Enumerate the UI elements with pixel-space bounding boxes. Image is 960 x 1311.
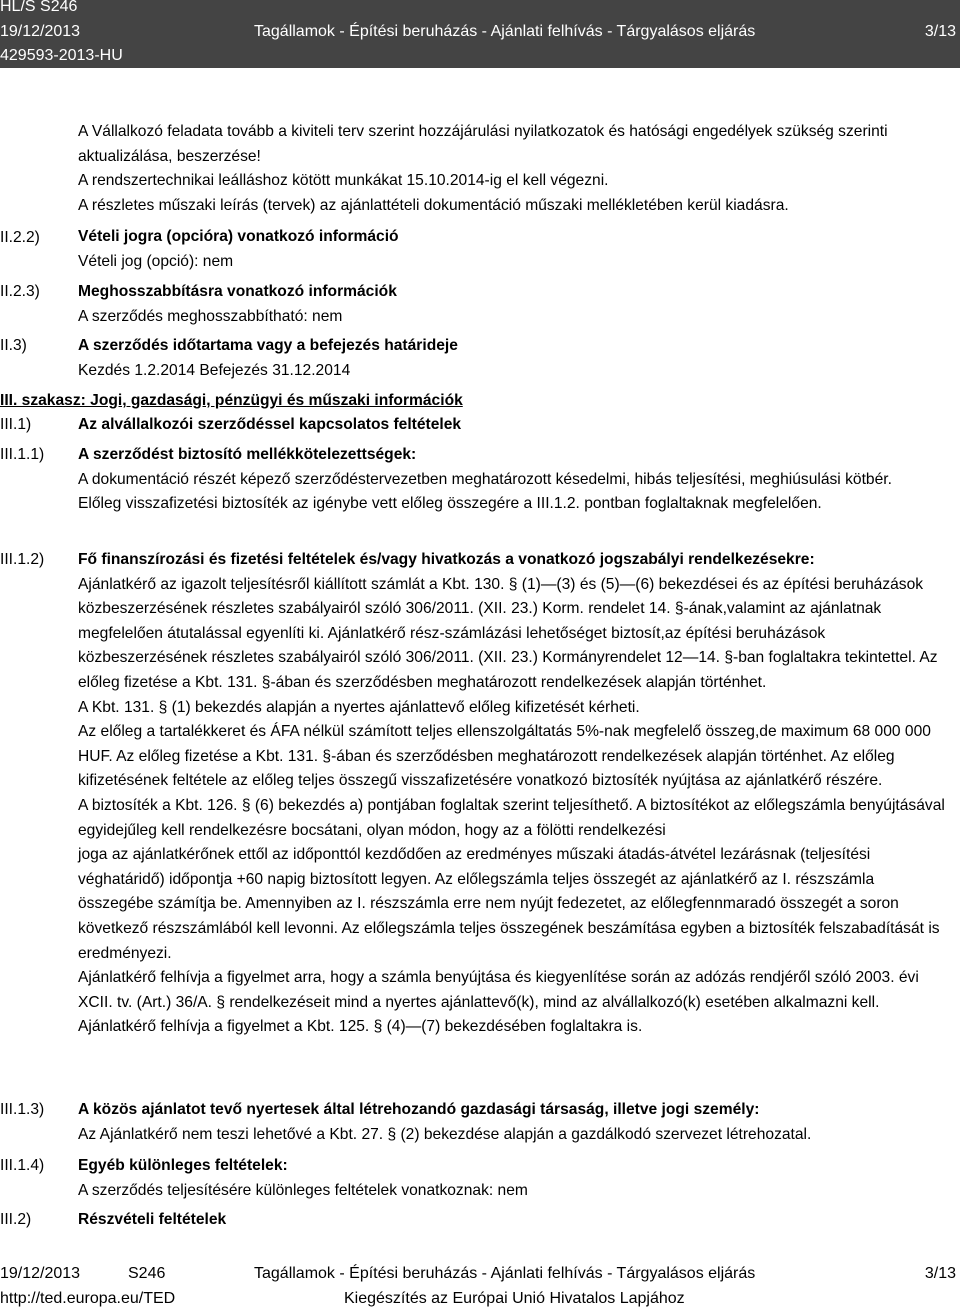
section-text: A szerződés teljesítésére különleges feltételek vonatkoznak: nem [78,1181,528,1199]
page-footer [0,1262,960,1311]
section-text: A szerződés meghosszabbítható: nem [78,307,343,325]
section-option-rights [78,225,946,274]
section-label: III.1.1) [0,446,45,463]
footer-supplement: Kiegészítés az Európai Unió Hivatalos Lapjához [344,1290,685,1307]
header-doc-id: HL/S S246 [0,0,78,15]
section-label: II.2.2) [0,229,40,246]
section-paragraph: A dokumentáció részét képező szerződéstervezetben meghatározott késedelmi, hibás teljesítési, meghiúsulási kötbér. [78,470,892,488]
footer-page-number: 3/13 [924,1265,956,1282]
header-date: 19/12/2013 [0,23,81,40]
section-paragraph: joga az ajánlatkérőnek ettől az időponttól kezdődően az eredményes műszaki átadás-átvétel lezárásnak (teljesítési véghatáridő) időpontja +60 napig biztosított legyen. Az előlegszámla teljes összegét az ajánlatkérő az I. részszámla összegébe számítja be. Amennyiben az I. részszámla erre nem nyújt fedezetet, az előlegfennmaradó összegét a soron következő részszámlából kell levonni. Az előlegszámla teljes összegének beszámítása egyben a biztosíték felszabadítását is eredményezi. [78,846,940,962]
section-heading: Az alvállalkozói szerződéssel kapcsolatos feltételek [78,416,462,433]
section-financing-terms [78,548,946,1040]
header-notice-id: 429593-2013-HU [0,47,123,64]
section-heading: A szerződés időtartama vagy a befejezés határideje [78,337,458,354]
section-paragraph: Ajánlatkérő felhívja a figyelmet arra, hogy a számla benyújtása és kiegyenlítése során az adózás rendjéről szóló 2003. évi XCII. tv. (Art.) 36/A. § rendelkezéseit mind a nyertes ajánlattevő(k), mind az alvállalkozó(k) esetében alkalmazni kell. Ajánlatkérő felhívja a figyelmet a Kbt. 125. § (4)—(7) bekezdésében foglaltakra is. [78,969,919,1036]
footer-ted-link[interactable]: http://ted.europa.eu/TED [0,1290,176,1307]
section-text: Vételi jog (opció): nem [78,252,234,270]
footer-title: Tagállamok - Építési beruházás - Ajánlati felhívás - Tárgyalásos eljárás [254,1265,756,1282]
intro-paragraph: A részletes műszaki leírás (tervek) az ajánlattételi dokumentáció műszaki mellékletében kerül kiadásra. [78,196,789,214]
section-duration [78,334,946,383]
section-paragraph: A biztosíték a Kbt. 126. § (6) bekezdés a) pontjában foglaltak szerint teljesíthető. A biztosítékot az előlegszámla benyújtásával egyidejűleg kell rendelkezésre bocsátani, olyan módon, hogy az a fölötti rendelkezési [78,796,945,839]
section-label: III.1.3) [0,1101,45,1118]
section-label: III.2) [0,1211,32,1228]
section-heading: Vételi jogra (opcióra) vonatkozó információ [78,228,399,245]
header-title: Tagállamok - Építési beruházás - Ajánlati felhívás - Tárgyalásos eljárás [254,23,756,40]
section-heading: Fő finanszírozási és fizetési feltételek és/vagy hivatkozás a vonatkozó jogszabályi rendelkezésekre: [78,551,815,568]
header-page-number: 3/13 [924,23,956,40]
footer-series: S246 [128,1265,166,1282]
section-label: III.1.2) [0,551,45,568]
section-special-conditions [78,1154,946,1203]
section-label: III.1.4) [0,1157,45,1174]
section-heading: A szerződést biztosító mellékkötelezettségek: [78,446,417,463]
part-title: III. szakasz: Jogi, gazdasági, pénzügyi és műszaki információk [0,392,463,409]
section-label: II.2.3) [0,283,40,300]
section-paragraph: Ajánlatkérő az igazolt teljesítésről kiállított számlát a Kbt. 130. § (1)—(3) és (5)—(6) bekezdései és az építési beruházások közbeszerzésének részletes szabályairól szóló 306/2011. (XII. 23.) Korm. rendelet 14. §-ának,valamint az ajánlatnak megfelelően átutalással egyenlíti ki. Ajánlatkérő rész-számlázási lehetőséget biztosít,az építési beruházások közbeszerzésének részletes szabályairól szóló 306/2011. (XII. 23.) Kormányrendelet 12—14. §-ban foglaltakra tekintettel. Az előleg fizetése a Kbt. 131. §-ában és szerződésben meghatározott rendelkezések alapján történhet. [78,575,938,691]
section-subcontract-conditions [78,413,946,438]
section-paragraph: A Kbt. 131. § (1) bekezdés alapján a nyertes ajánlattevő előleg kifizetését kérheti. [78,698,640,716]
section-heading: A közös ajánlatot tevő nyertesek által létrehozandó gazdasági társaság, illetve jogi személy: [78,1101,760,1118]
intro-paragraph: A Vállalkozó feladata tovább a kiviteli terv szerint hozzájárulási nyilatkozatok és hatósági engedélyek szükség szerinti aktualizálása, beszerzése! [78,123,888,165]
section-text: Az Ajánlatkérő nem teszi lehetővé a Kbt. 27. § (2) bekezdése alapján a gazdálkodó szervezet létrehozatal. [78,1125,812,1143]
footer-date: 19/12/2013 [0,1265,81,1282]
section-label: II.3) [0,337,27,354]
section-participation-conditions [78,1208,946,1233]
intro-block [78,120,946,218]
page-header [0,0,960,68]
section-paragraph: Előleg visszafizetési biztosíték az igénybe vett előleg összegére a III.1.2. pontban foglaltaknak megfelelően. [78,495,822,513]
section-joint-venture [78,1098,946,1147]
section-deposits-guarantees [78,443,946,517]
section-label: III.1) [0,416,32,433]
section-text: Kezdés 1.2.2014 Befejezés 31.12.2014 [78,361,351,379]
section-heading: Egyéb különleges feltételek: [78,1157,288,1174]
intro-paragraph: A rendszertechnikai leálláshoz kötött munkákat 15.10.2014-ig el kell végezni. [78,172,609,190]
section-heading: Meghosszabbításra vonatkozó információk [78,283,397,300]
section-heading: Részvételi feltételek [78,1211,227,1228]
section-renewal [78,280,946,329]
section-paragraph: Az előleg a tartalékkeret és ÁFA nélkül számított teljes ellenszolgáltatás 5%-nak megfelelő összeg,de maximum 68 000 000 HUF. Az előleg fizetése a Kbt. 131. §-ában és szerződésben meghatározott rendelkezések alapján történhet. Az előleg kifizetésének feltétele az előleg teljes összegű visszafizetésére vonatkozó biztosíték nyújtása az ajánlatkérő részére. [78,723,931,790]
